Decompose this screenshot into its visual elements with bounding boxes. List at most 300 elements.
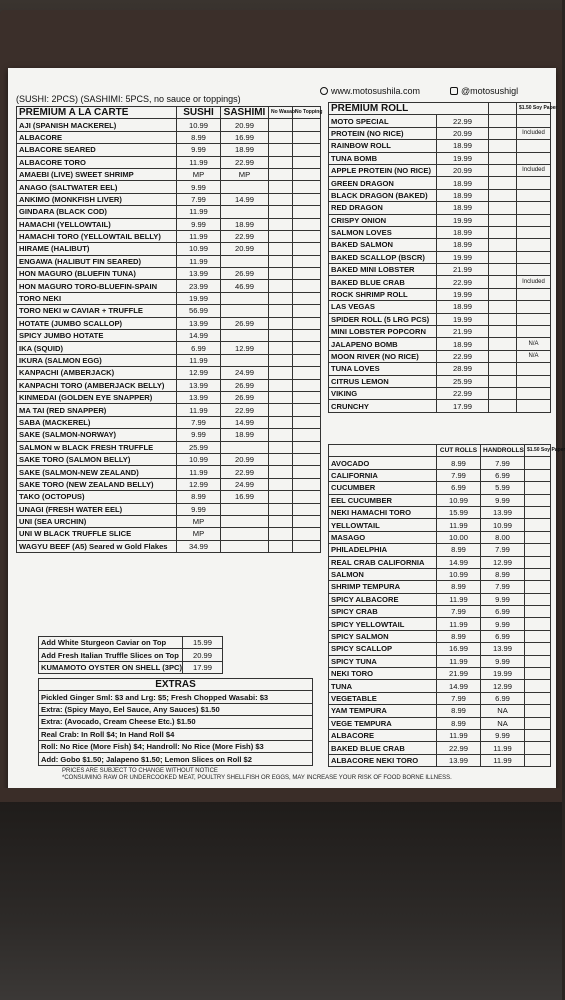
roll-row bbox=[329, 717, 551, 729]
roll-spacer bbox=[489, 276, 517, 288]
premium-row bbox=[329, 313, 551, 325]
roll-name: MOTO SPECIAL bbox=[329, 115, 437, 127]
roll-spacer bbox=[489, 264, 517, 276]
sushi-price: 56.99 bbox=[177, 305, 221, 317]
no-topping-cell bbox=[293, 466, 321, 478]
roll-name: SPICY CRAB bbox=[329, 606, 437, 618]
roll-row bbox=[329, 692, 551, 704]
soy-paper-note bbox=[517, 226, 551, 238]
extras-item: Add: Gobo $1.50; Jalapeno $1.50; Lemon Slices on Roll $2 bbox=[39, 753, 313, 765]
soy-paper-note bbox=[517, 387, 551, 399]
price-disclaimer: PRICES ARE SUBJECT TO CHANGE WITHOUT NOTICE bbox=[62, 768, 218, 774]
sushi-price: 12.99 bbox=[177, 367, 221, 379]
extras-row bbox=[39, 716, 313, 728]
handroll-price: 8.00 bbox=[481, 531, 525, 543]
item-name: SPICY JUMBO HOTATE bbox=[17, 330, 177, 342]
item-name: TORO NEKI bbox=[17, 292, 177, 304]
cut-roll-price: 8.99 bbox=[437, 581, 481, 593]
item-name: KANPACHI (AMBERJACK) bbox=[17, 367, 177, 379]
no-wasabi-cell bbox=[269, 280, 293, 292]
soy-paper-cell bbox=[525, 556, 551, 568]
sushi-price: 9.99 bbox=[177, 144, 221, 156]
no-wasabi-cell bbox=[269, 168, 293, 180]
no-wasabi-cell bbox=[269, 354, 293, 366]
soy-paper-cell bbox=[525, 494, 551, 506]
sashimi-price: 26.99 bbox=[221, 379, 269, 391]
soy-paper-cell bbox=[525, 630, 551, 642]
sashimi-price: 18.99 bbox=[221, 218, 269, 230]
alacarte-row bbox=[17, 268, 321, 280]
soy-paper-note bbox=[517, 189, 551, 201]
roll-name: CITRUS LEMON bbox=[329, 375, 437, 387]
sashimi-price bbox=[221, 255, 269, 267]
alacarte-row bbox=[17, 528, 321, 540]
roll-name: TUNA bbox=[329, 680, 437, 692]
no-topping-cell bbox=[293, 429, 321, 441]
handroll-price: 6.99 bbox=[481, 606, 525, 618]
item-name: SAKE TORO (NEW ZEALAND BELLY) bbox=[17, 478, 177, 490]
sushi-price: 11.99 bbox=[177, 255, 221, 267]
roll-name: TUNA BOMB bbox=[329, 152, 437, 164]
soy-paper-cell bbox=[525, 729, 551, 741]
cut-roll-price: 11.99 bbox=[437, 729, 481, 741]
premium-row bbox=[329, 375, 551, 387]
sashimi-price bbox=[221, 515, 269, 527]
item-name: IKA (SQUID) bbox=[17, 342, 177, 354]
item-name: KINMEDAI (GOLDEN EYE SNAPPER) bbox=[17, 391, 177, 403]
alacarte-row bbox=[17, 255, 321, 267]
sashimi-price bbox=[221, 206, 269, 218]
item-name: UNAGI (FRESH WATER EEL) bbox=[17, 503, 177, 515]
sushi-price: 11.99 bbox=[177, 354, 221, 366]
sushi-price: 11.99 bbox=[177, 206, 221, 218]
roll-name: PROTEIN (NO RICE) bbox=[329, 127, 437, 139]
roll-spacer bbox=[489, 338, 517, 350]
roll-name: SPICY YELLOWTAIL bbox=[329, 618, 437, 630]
alacarte-row bbox=[17, 317, 321, 329]
no-topping-cell bbox=[293, 503, 321, 515]
roll-name: SALMON LOVES bbox=[329, 226, 437, 238]
alacarte-row bbox=[17, 131, 321, 143]
sashimi-price bbox=[221, 503, 269, 515]
extras-row bbox=[39, 740, 313, 752]
alacarte-table bbox=[16, 106, 321, 553]
roll-price: 22.99 bbox=[437, 276, 489, 288]
no-wasabi-cell bbox=[269, 379, 293, 391]
roll-price: 18.99 bbox=[437, 140, 489, 152]
rolls-col-soy: $1.50 Soy Paper bbox=[525, 445, 551, 457]
sushi-price: 13.99 bbox=[177, 317, 221, 329]
sushi-price: 7.99 bbox=[177, 193, 221, 205]
roll-name: VIKING bbox=[329, 387, 437, 399]
handroll-price: 9.99 bbox=[481, 494, 525, 506]
col-no-wasabi: No Wasabi bbox=[269, 107, 293, 119]
extras-row bbox=[39, 703, 313, 715]
soy-paper-cell bbox=[525, 568, 551, 580]
premium-row bbox=[329, 276, 551, 288]
roll-name: TUNA LOVES bbox=[329, 363, 437, 375]
handroll-price: 7.99 bbox=[481, 457, 525, 469]
sushi-price: 13.99 bbox=[177, 268, 221, 280]
item-name: SAKE TORO (SALMON BELLY) bbox=[17, 453, 177, 465]
roll-name: YAM TEMPURA bbox=[329, 705, 437, 717]
roll-name: ROCK SHRIMP ROLL bbox=[329, 288, 437, 300]
no-topping-cell bbox=[293, 280, 321, 292]
alacarte-row bbox=[17, 354, 321, 366]
soy-paper-cell bbox=[525, 742, 551, 754]
roll-name: GREEN DRAGON bbox=[329, 177, 437, 189]
roll-spacer bbox=[489, 251, 517, 263]
alacarte-row bbox=[17, 416, 321, 428]
col-sushi: SUSHI bbox=[177, 107, 221, 119]
roll-row bbox=[329, 494, 551, 506]
item-name: HAMACHI TORO (YELLOWTAIL BELLY) bbox=[17, 230, 177, 242]
background-bottom bbox=[0, 800, 562, 1000]
no-wasabi-cell bbox=[269, 515, 293, 527]
cut-roll-price: 8.99 bbox=[437, 457, 481, 469]
alacarte-row bbox=[17, 503, 321, 515]
no-wasabi-cell bbox=[269, 441, 293, 453]
alacarte-row bbox=[17, 391, 321, 403]
no-wasabi-cell bbox=[269, 342, 293, 354]
alacarte-row bbox=[17, 404, 321, 416]
soy-paper-note bbox=[517, 301, 551, 313]
raw-food-warning: *CONSUMING RAW OR UNDERCOOKED MEAT, POULTRY SHELLFISH OR EGGS, MAY INCREASE YOUR RISK OF FOOD BORNE ILLNESS. bbox=[62, 775, 452, 781]
premium-row bbox=[329, 363, 551, 375]
website-text: www.motosushila.com bbox=[331, 86, 421, 96]
extras-item: Extra: (Spicy Mayo, Eel Sauce, Any Sauces) $1.50 bbox=[39, 703, 313, 715]
roll-row bbox=[329, 581, 551, 593]
sushi-price: 11.99 bbox=[177, 156, 221, 168]
roll-name: JALAPENO BOMB bbox=[329, 338, 437, 350]
roll-name: CUCUMBER bbox=[329, 482, 437, 494]
instagram-icon bbox=[450, 87, 458, 95]
item-name: MA TAI (RED SNAPPER) bbox=[17, 404, 177, 416]
roll-name: NEKI HAMACHI TORO bbox=[329, 506, 437, 518]
item-name: WAGYU BEEF (A5) Seared w Gold Flakes bbox=[17, 540, 177, 552]
premium-row bbox=[329, 338, 551, 350]
sashimi-price: 22.99 bbox=[221, 466, 269, 478]
roll-price: 20.99 bbox=[437, 127, 489, 139]
no-topping-cell bbox=[293, 391, 321, 403]
premium-row bbox=[329, 214, 551, 226]
roll-price: 22.99 bbox=[437, 115, 489, 127]
roll-price: 21.99 bbox=[437, 264, 489, 276]
cut-roll-price: 11.99 bbox=[437, 655, 481, 667]
col-cut-rolls: CUT ROLLS bbox=[437, 445, 481, 457]
extras-item: Pickled Ginger Sml: $3 and Lrg: $5; Fresh Chopped Wasabi: $3 bbox=[39, 691, 313, 703]
cut-roll-price: 14.99 bbox=[437, 680, 481, 692]
sushi-price: 12.99 bbox=[177, 478, 221, 490]
item-name: IKURA (SALMON EGG) bbox=[17, 354, 177, 366]
soy-paper-cell bbox=[525, 482, 551, 494]
sashimi-price bbox=[221, 540, 269, 552]
alacarte-row bbox=[17, 429, 321, 441]
sashimi-price bbox=[221, 292, 269, 304]
alacarte-row bbox=[17, 168, 321, 180]
no-topping-cell bbox=[293, 268, 321, 280]
sashimi-price: MP bbox=[221, 168, 269, 180]
addon-row bbox=[39, 661, 223, 673]
col-sashimi: SASHIMI bbox=[221, 107, 269, 119]
roll-price: 18.99 bbox=[437, 189, 489, 201]
roll-price: 18.99 bbox=[437, 226, 489, 238]
cut-roll-price: 8.99 bbox=[437, 717, 481, 729]
no-topping-cell bbox=[293, 528, 321, 540]
instagram-line bbox=[450, 86, 518, 96]
extras-item: Roll: No Rice (More Fish) $4; Handroll: No Rice (More Fish) $3 bbox=[39, 740, 313, 752]
soy-paper-note bbox=[517, 177, 551, 189]
item-name: ALBACORE SEARED bbox=[17, 144, 177, 156]
roll-spacer bbox=[489, 127, 517, 139]
roll-name: PHILADELPHIA bbox=[329, 544, 437, 556]
no-wasabi-cell bbox=[269, 503, 293, 515]
premium-row bbox=[329, 326, 551, 338]
roll-name: RAINBOW ROLL bbox=[329, 140, 437, 152]
roll-row bbox=[329, 742, 551, 754]
item-name: HON MAGURO (BLUEFIN TUNA) bbox=[17, 268, 177, 280]
item-name: KANPACHI TORO (AMBERJACK BELLY) bbox=[17, 379, 177, 391]
premium-row bbox=[329, 202, 551, 214]
sashimi-price: 16.99 bbox=[221, 131, 269, 143]
no-topping-cell bbox=[293, 515, 321, 527]
roll-row bbox=[329, 606, 551, 618]
soy-paper-note bbox=[517, 115, 551, 127]
alacarte-row bbox=[17, 305, 321, 317]
roll-row bbox=[329, 469, 551, 481]
roll-price: 28.99 bbox=[437, 363, 489, 375]
sashimi-price: 26.99 bbox=[221, 391, 269, 403]
roll-price: 22.99 bbox=[437, 350, 489, 362]
handroll-price: NA bbox=[481, 717, 525, 729]
cut-roll-price: 10.00 bbox=[437, 531, 481, 543]
roll-row bbox=[329, 754, 551, 766]
sashimi-price: 22.99 bbox=[221, 156, 269, 168]
soy-paper-cell bbox=[525, 692, 551, 704]
sushi-price: 11.99 bbox=[177, 466, 221, 478]
no-wasabi-cell bbox=[269, 528, 293, 540]
extras-title: EXTRAS bbox=[39, 679, 313, 691]
sushi-price: MP bbox=[177, 168, 221, 180]
sashimi-price: 20.99 bbox=[221, 243, 269, 255]
roll-row bbox=[329, 531, 551, 543]
sashimi-price bbox=[221, 305, 269, 317]
no-topping-cell bbox=[293, 342, 321, 354]
sashimi-price: 18.99 bbox=[221, 429, 269, 441]
cut-roll-price: 11.99 bbox=[437, 593, 481, 605]
rolls-spacer bbox=[329, 445, 437, 457]
alacarte-row bbox=[17, 540, 321, 552]
soy-paper-cell bbox=[525, 668, 551, 680]
no-wasabi-cell bbox=[269, 367, 293, 379]
no-wasabi-cell bbox=[269, 230, 293, 242]
menu-sheet bbox=[8, 68, 565, 790]
no-wasabi-cell bbox=[269, 429, 293, 441]
portion-note: (SUSHI: 2PCS) (SASHIMI: 5PCS, no sauce or toppings) bbox=[16, 94, 241, 104]
soy-paper-cell bbox=[525, 457, 551, 469]
handroll-price: 10.99 bbox=[481, 519, 525, 531]
sushi-price: 8.99 bbox=[177, 491, 221, 503]
sashimi-price bbox=[221, 330, 269, 342]
sashimi-price: 20.99 bbox=[221, 453, 269, 465]
extras-item: Extra: (Avocado, Cream Cheese Etc.) $1.50 bbox=[39, 716, 313, 728]
roll-name: BAKED BLUE CRAB bbox=[329, 742, 437, 754]
handroll-price: 9.99 bbox=[481, 729, 525, 741]
extras-row bbox=[39, 728, 313, 740]
handroll-price: 13.99 bbox=[481, 643, 525, 655]
roll-name: SHRIMP TEMPURA bbox=[329, 581, 437, 593]
cut-roll-price: 7.99 bbox=[437, 606, 481, 618]
premium-row bbox=[329, 288, 551, 300]
roll-name: CRUNCHY bbox=[329, 400, 437, 412]
no-topping-cell bbox=[293, 144, 321, 156]
soy-paper-note bbox=[517, 264, 551, 276]
roll-spacer bbox=[489, 189, 517, 201]
alacarte-row bbox=[17, 144, 321, 156]
no-wasabi-cell bbox=[269, 292, 293, 304]
no-wasabi-cell bbox=[269, 466, 293, 478]
sushi-price: MP bbox=[177, 515, 221, 527]
roll-name: EEL CUCUMBER bbox=[329, 494, 437, 506]
soy-paper-note bbox=[517, 202, 551, 214]
soy-paper-cell bbox=[525, 606, 551, 618]
no-topping-cell bbox=[293, 441, 321, 453]
alacarte-title: PREMIUM A LA CARTE bbox=[17, 107, 177, 119]
roll-price: 18.99 bbox=[437, 202, 489, 214]
no-topping-cell bbox=[293, 292, 321, 304]
no-wasabi-cell bbox=[269, 540, 293, 552]
sushi-price: 8.99 bbox=[177, 131, 221, 143]
sashimi-price: 20.99 bbox=[221, 119, 269, 131]
roll-price: 20.99 bbox=[437, 164, 489, 176]
no-topping-cell bbox=[293, 367, 321, 379]
roll-row bbox=[329, 630, 551, 642]
roll-row bbox=[329, 668, 551, 680]
cut-roll-price: 8.99 bbox=[437, 630, 481, 642]
premium-row bbox=[329, 226, 551, 238]
sushi-price: MP bbox=[177, 528, 221, 540]
no-wasabi-cell bbox=[269, 317, 293, 329]
item-name: AJI (SPANISH MACKEREL) bbox=[17, 119, 177, 131]
premium-spacer bbox=[489, 103, 517, 115]
sushi-price: 13.99 bbox=[177, 391, 221, 403]
soy-paper-note bbox=[517, 363, 551, 375]
no-wasabi-cell bbox=[269, 193, 293, 205]
premium-row bbox=[329, 239, 551, 251]
roll-spacer bbox=[489, 152, 517, 164]
soy-paper-cell bbox=[525, 544, 551, 556]
binder-edge bbox=[0, 788, 562, 802]
alacarte-row bbox=[17, 330, 321, 342]
roll-row bbox=[329, 457, 551, 469]
no-wasabi-cell bbox=[269, 268, 293, 280]
item-name: ENGAWA (HALIBUT FIN SEARED) bbox=[17, 255, 177, 267]
soy-paper-cell bbox=[525, 519, 551, 531]
sushi-price: 10.99 bbox=[177, 243, 221, 255]
sushi-price: 13.99 bbox=[177, 379, 221, 391]
item-name: UNI (SEA URCHIN) bbox=[17, 515, 177, 527]
no-wasabi-cell bbox=[269, 491, 293, 503]
alacarte-row bbox=[17, 491, 321, 503]
roll-row bbox=[329, 705, 551, 717]
addon-price: 17.99 bbox=[183, 661, 223, 673]
roll-spacer bbox=[489, 239, 517, 251]
no-topping-cell bbox=[293, 317, 321, 329]
cut-roll-price: 15.99 bbox=[437, 506, 481, 518]
roll-name: RED DRAGON bbox=[329, 202, 437, 214]
cut-roll-price: 10.99 bbox=[437, 568, 481, 580]
col-no-topping: No Topping bbox=[293, 107, 321, 119]
soy-paper-note: N/A bbox=[517, 350, 551, 362]
roll-row bbox=[329, 729, 551, 741]
premium-row bbox=[329, 301, 551, 313]
roll-price: 19.99 bbox=[437, 313, 489, 325]
item-name: HOTATE (JUMBO SCALLOP) bbox=[17, 317, 177, 329]
soy-paper-note bbox=[517, 375, 551, 387]
no-wasabi-cell bbox=[269, 330, 293, 342]
no-wasabi-cell bbox=[269, 243, 293, 255]
roll-row bbox=[329, 618, 551, 630]
no-topping-cell bbox=[293, 305, 321, 317]
roll-row bbox=[329, 655, 551, 667]
no-wasabi-cell bbox=[269, 119, 293, 131]
alacarte-row bbox=[17, 181, 321, 193]
roll-name: REAL CRAB CALIFORNIA bbox=[329, 556, 437, 568]
no-topping-cell bbox=[293, 491, 321, 503]
roll-name: SPICY SALMON bbox=[329, 630, 437, 642]
item-name: HIRAME (HALIBUT) bbox=[17, 243, 177, 255]
roll-spacer bbox=[489, 288, 517, 300]
sashimi-price: 26.99 bbox=[221, 317, 269, 329]
no-wasabi-cell bbox=[269, 144, 293, 156]
sushi-price: 23.99 bbox=[177, 280, 221, 292]
roll-price: 19.99 bbox=[437, 251, 489, 263]
alacarte-row bbox=[17, 119, 321, 131]
sushi-price: 7.99 bbox=[177, 416, 221, 428]
no-wasabi-cell bbox=[269, 218, 293, 230]
soy-paper-note bbox=[517, 239, 551, 251]
sushi-price: 9.99 bbox=[177, 429, 221, 441]
alacarte-row bbox=[17, 515, 321, 527]
handroll-price: 9.99 bbox=[481, 593, 525, 605]
roll-price: 18.99 bbox=[437, 239, 489, 251]
cut-roll-price: 21.99 bbox=[437, 668, 481, 680]
soy-paper-note bbox=[517, 140, 551, 152]
sashimi-price: 22.99 bbox=[221, 230, 269, 242]
item-name: SAKE (SALMON-NORWAY) bbox=[17, 429, 177, 441]
no-wasabi-cell bbox=[269, 416, 293, 428]
premium-row bbox=[329, 152, 551, 164]
roll-name: LAS VEGAS bbox=[329, 301, 437, 313]
sushi-price: 11.99 bbox=[177, 230, 221, 242]
alacarte-row bbox=[17, 342, 321, 354]
soy-paper-note bbox=[517, 313, 551, 325]
roll-name: AVOCADO bbox=[329, 457, 437, 469]
alacarte-row bbox=[17, 478, 321, 490]
soy-paper-note bbox=[517, 326, 551, 338]
soy-paper-cell bbox=[525, 581, 551, 593]
no-topping-cell bbox=[293, 243, 321, 255]
roll-name: VEGE TEMPURA bbox=[329, 717, 437, 729]
sushi-price: 25.99 bbox=[177, 441, 221, 453]
soy-paper-cell bbox=[525, 618, 551, 630]
roll-name: SPICY ALBACORE bbox=[329, 593, 437, 605]
roll-spacer bbox=[489, 202, 517, 214]
roll-name: MOON RIVER (NO RICE) bbox=[329, 350, 437, 362]
handroll-price: 12.99 bbox=[481, 556, 525, 568]
roll-row bbox=[329, 568, 551, 580]
col-handrolls: HANDROLLS bbox=[481, 445, 525, 457]
